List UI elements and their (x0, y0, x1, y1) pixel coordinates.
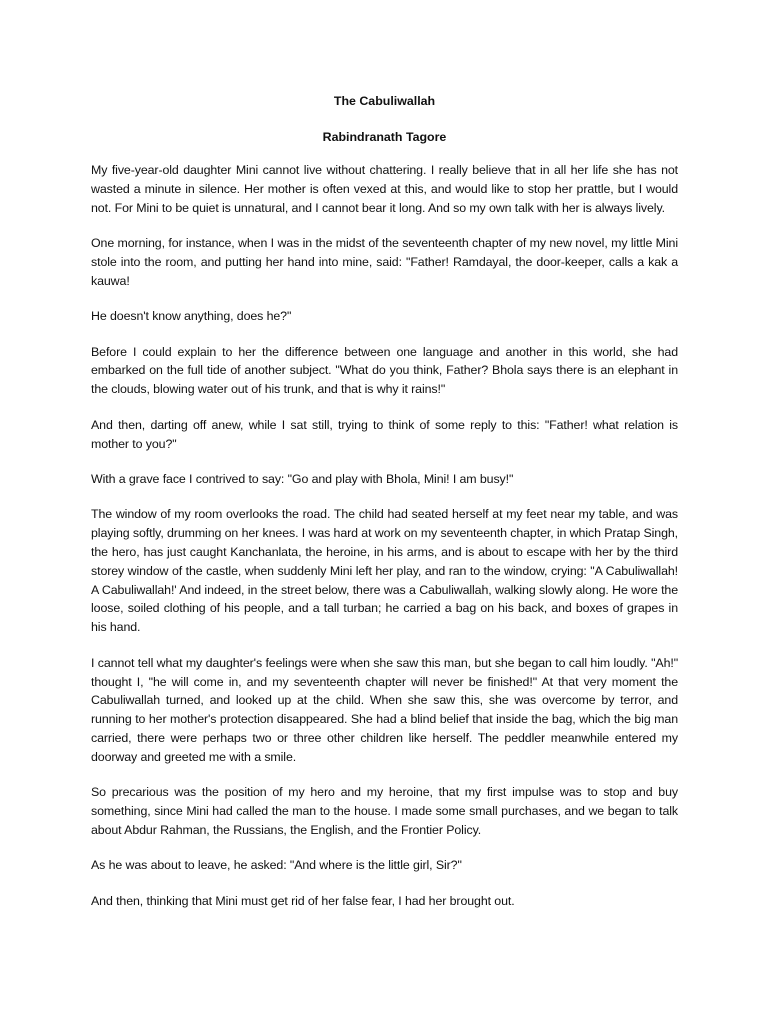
paragraph: One morning, for instance, when I was in the midst of the seventeenth chapter of my new novel, my little Mini stole into the room, and putting her hand into mine, said: "Father! Ramdayal, the door-keeper, calls a kak a kauwa! (91, 236, 678, 288)
paragraph: My five-year-old daughter Mini cannot live without chattering. I really believe that in all her life she has not wasted a minute in silence. Her mother is often vexed at this, and would like to stop her prattle, but I would not. For Mini to be quiet is unnatural, and I cannot bear it long. And so my own talk with her is always lively. (91, 163, 678, 215)
document-author: Rabindranath Tagore (322, 130, 447, 144)
paragraph: As he was about to leave, he asked: "And where is the little girl, Sir?" (91, 858, 462, 873)
paragraph: So precarious was the position of my hero and my heroine, that my first impulse was to stop and buy something, since Mini had called the man to the house. I made some small purchases, and we began to talk about Abdur Rahman, the Russians, the English, and the Frontier Policy. (91, 785, 678, 837)
paragraph: I cannot tell what my daughter's feelings were when she saw this man, but she began to call him loudly. "Ah!" thought I, "he will come in, and my seventeenth chapter will never be finished!" At that very moment the Cabuliwallah turned, and looked up at the child. When she saw this, she was overcome by terror, and running to her mother's protection disappeared. She had a blind belief that inside the bag, which the big man carried, there were perhaps two or three other children like herself. The peddler meanwhile entered my doorway and greeted me with a smile. (91, 655, 678, 764)
paragraph: And then, thinking that Mini must get rid of her false fear, I had her brought out. (91, 893, 515, 908)
paragraph: And then, darting off anew, while I sat still, trying to think of some reply to this: "Father! what relation is mother to you?" (91, 417, 678, 451)
paragraph: He doesn't know anything, does he?" (91, 309, 292, 324)
paragraph: The window of my room overlooks the road. The child had seated herself at my feet near my table, and was playing softly, drumming on her knees. I was hard at work on my seventeenth chapter, in which Pratap Singh, the hero, has just caught Kanchanlata, the heroine, in his arms, and is about to escape with her by the third storey window of the castle, when suddenly Mini left her play, and ran to the window, crying: "A Cabuliwallah! A Cabuliwallah!' And indeed, in the street below, there was a Cabuliwallah, walking slowly along. He wore the loose, soiled clothing of his people, and a tall turban; he carried a bag on his back, and boxes of grapes in his hand. (91, 507, 678, 635)
document-title: The Cabuliwallah (333, 94, 436, 108)
paragraph: Before I could explain to her the difference between one language and another in this world, she had embarked on the full tide of another subject. "What do you think, Father? Bhola says there is an elephant in the clouds, blowing water out of his trunk, and that is why it rains!" (91, 344, 678, 397)
paragraph: With a grave face I contrived to say: "Go and play with Bhola, Mini! I am busy!" (91, 472, 514, 486)
document-page (91, 91, 678, 927)
